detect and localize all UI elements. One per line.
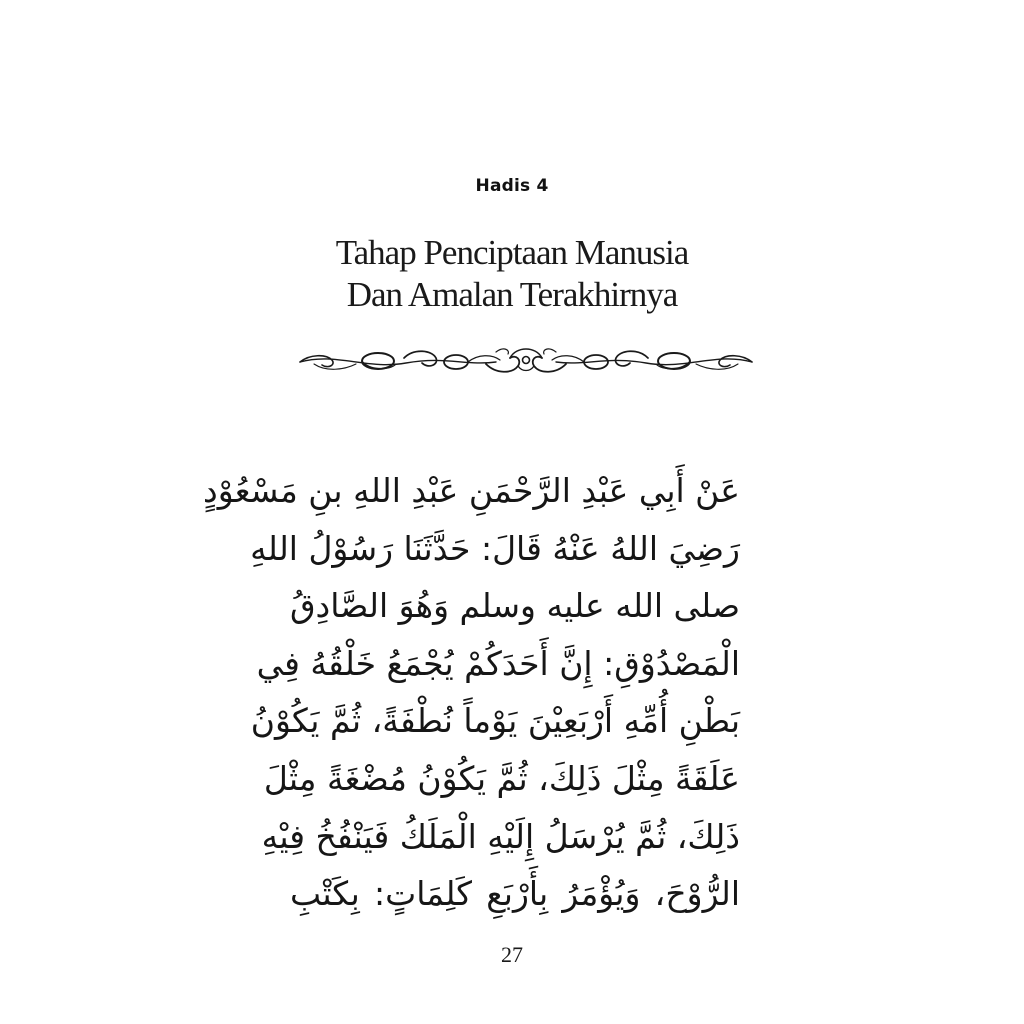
arabic-line: الْمَصْدُوْقِ: إِنَّ أَحَدَكُمْ يُجْمَعُ خَلْقُهُ فِي [256, 643, 740, 683]
flourish-divider-icon [296, 340, 756, 384]
arabic-line: صلى الله عليه وسلم وَهُوَ الصَّادِقُ [289, 586, 740, 626]
arabic-line: رَضِيَ اللهُ عَنْهُ قَالَ: حَدَّثَنَا رَسُوْلُ اللهِ [250, 528, 740, 568]
chapter-title-line-2: Dan Amalan Terakhirnya [346, 275, 678, 314]
arabic-line: عَلَقَةً مِثْلَ ذَلِكَ، ثُمَّ يَكُوْنُ مُضْغَةً مِثْلَ [263, 758, 740, 798]
chapter-title [0, 232, 1024, 316]
arabic-line: الرُّوْحَ، وَيُؤْمَرُ بِأَرْبَعِ كَلِمَاتٍ: بِكَتْبِ [290, 874, 740, 914]
arabic-line: عَنْ أَبِي عَبْدِ الرَّحْمَنِ عَبْدِ اللهِ بنِ مَسْعُوْدٍ [203, 471, 740, 510]
arabic-line: بَطْنِ أُمِّهِ أَرْبَعِيْنَ يَوْماً نُطْفَةً، ثُمَّ يَكُوْنُ [250, 701, 740, 741]
arabic-line: ذَلِكَ، ثُمَّ يُرْسَلُ إِلَيْهِ الْمَلَكُ فَيَنْفُخُ فِيْهِ [261, 816, 740, 856]
page-number: 27 [501, 942, 523, 967]
chapter-title-line-1: Tahap Penciptaan Manusia [335, 233, 689, 272]
hadith-number-label: Hadis 4 [475, 176, 549, 196]
hadith-arabic-text [203, 462, 740, 923]
